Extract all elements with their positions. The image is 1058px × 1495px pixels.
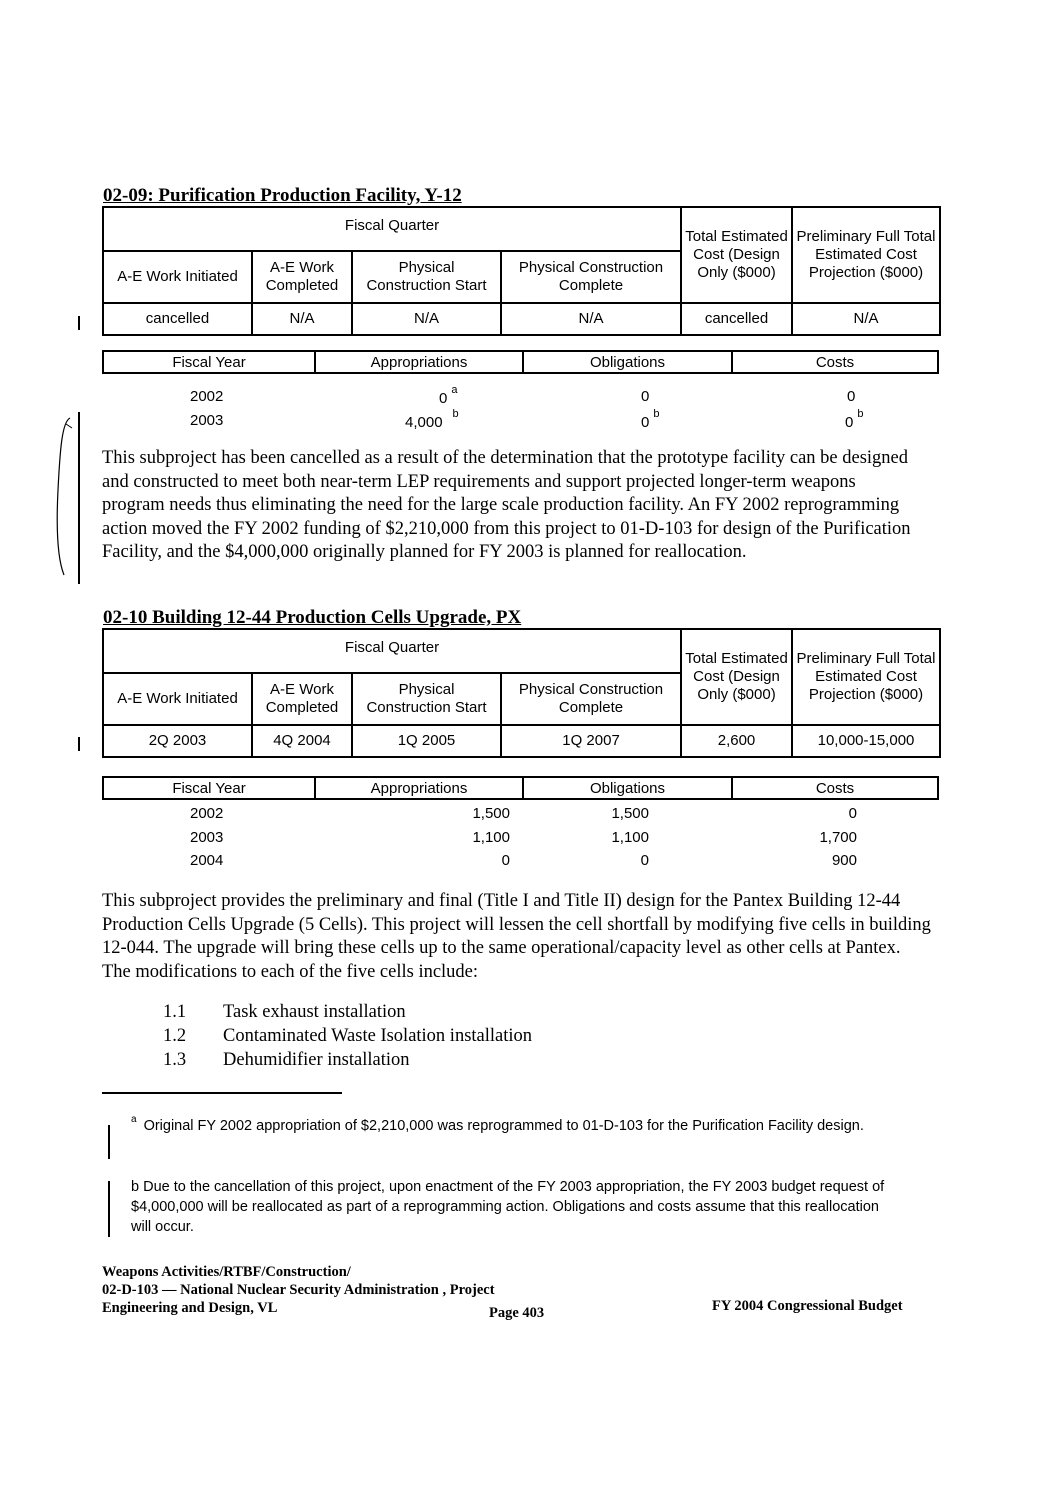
table-cell: N/A <box>252 303 352 335</box>
footnote-separator <box>102 1092 342 1094</box>
table-cell: 1Q 2005 <box>352 725 501 757</box>
fiscal-year-cell: 2002 <box>190 805 224 822</box>
table-row <box>0 829 1000 851</box>
table-row <box>0 805 1000 827</box>
table-cell: 4Q 2004 <box>252 725 352 757</box>
revision-bar <box>78 412 80 584</box>
appropriations-cell: 4,000 $^b$ <box>405 408 459 431</box>
table-row <box>0 384 1000 410</box>
costs-cell: 0 <box>848 805 857 822</box>
table-row <box>0 408 1000 434</box>
appropriations-cell: 1,500 <box>472 805 510 822</box>
table-cell: cancelled <box>681 303 792 335</box>
schedule-table <box>102 206 941 336</box>
appropriations-header: Appropriations <box>316 778 524 798</box>
obligations-cell: 1,100 <box>611 829 649 846</box>
section-title: 02-10 Building 12-44 Production Cells Upgrade, PX <box>103 607 522 628</box>
footer-budget: FY 2004 Congressional Budget <box>712 1298 903 1314</box>
revision-bar <box>108 1181 110 1237</box>
obligations-cell: 1,500 <box>611 805 649 822</box>
table-cell: cancelled <box>103 303 252 335</box>
funding-table-header <box>102 776 939 800</box>
footnote-b: b Due to the cancellation of this project, upon enactment of the FY 2003 appropriation, the FY 2003 budget request of $4,000,000 will be reallocated as part of a reprogramming action. Obligations and costs assume that this reallocation will occur. <box>131 1179 885 1235</box>
obligations-cell: 0 <box>641 388 650 405</box>
table-row <box>0 852 1000 874</box>
total-estimated-cost-header: Total Estimated Cost (Design Only ($000) <box>681 629 792 725</box>
fiscal-year-header: Fiscal Year <box>104 352 316 372</box>
fiscal-year-cell: 2003 <box>190 829 224 846</box>
ae-work-completed-header: A-E Work Completed <box>252 251 352 303</box>
fiscal-quarter-header: Fiscal Quarter <box>103 629 681 673</box>
schedule-table <box>102 628 941 758</box>
costs-cell: 900 <box>831 852 857 869</box>
appropriations-cell: 0 $^a$ <box>439 384 458 407</box>
funding-table-header <box>102 350 939 374</box>
construction-complete-header: Physical Construction Complete <box>501 673 681 725</box>
fiscal-year-header: Fiscal Year <box>104 778 316 798</box>
revision-bar <box>78 316 80 330</box>
total-estimated-cost-header: Total Estimated Cost (Design Only ($000) <box>681 207 792 303</box>
obligations-header: Obligations <box>524 352 733 372</box>
footnote-a: $^a$ Original FY 2002 appropriation of $2,210,000 was reprogrammed to 01-D-103 for the Purification Facility design. <box>131 1114 864 1134</box>
appropriations-header: Appropriations <box>316 352 524 372</box>
fiscal-year-cell: 2004 <box>190 852 224 869</box>
ae-work-initiated-header: A-E Work Initiated <box>103 673 252 725</box>
table-cell: N/A <box>501 303 681 335</box>
handwritten-bracket-mark <box>40 410 90 590</box>
costs-cell: 0 <box>847 388 856 405</box>
table-cell: 2,600 <box>681 725 792 757</box>
preliminary-full-header: Preliminary Full Total Estimated Cost Projection ($000) <box>792 207 940 303</box>
costs-header: Costs <box>815 353 855 371</box>
revision-bar <box>108 1125 110 1159</box>
costs-cell: 0 $^b$ <box>845 408 864 431</box>
page-number: Page 403 <box>489 1305 545 1321</box>
obligations-cell: 0 $^b$ <box>641 408 660 431</box>
section-paragraph: This subproject provides the preliminary and final (Title I and Title II) design for the Pantex Building 12-44 Production Cells Upgrade (5 Cells). This project will lessen the cell shortfall by modifying five cells in building 12-044. The upgrade will bring these cells up to the same operational/capacity level as other cells at Pantex. The modifications to each of the five cells include: <box>102 891 931 982</box>
table-cell: 10,000-15,000 <box>792 725 940 757</box>
obligations-header: Obligations <box>524 778 733 798</box>
table-cell: 1Q 2007 <box>501 725 681 757</box>
appropriations-cell: 1,100 <box>472 829 510 846</box>
ae-work-initiated-header: A-E Work Initiated <box>103 251 252 303</box>
preliminary-full-header: Preliminary Full Total Estimated Cost Projection ($000) <box>792 629 940 725</box>
fiscal-quarter-header: Fiscal Quarter <box>103 207 681 251</box>
fiscal-year-cell: 2003 <box>190 412 224 429</box>
ae-work-completed-header: A-E Work Completed <box>252 673 352 725</box>
appropriations-cell: 0 <box>501 852 510 869</box>
section-paragraph: This subproject has been cancelled as a result of the determination that the prototype facility can be designed and constructed to meet both near-term LEP requirements and support projected longer-term weapons program needs thus eliminating the need for the large scale production facility. An FY 2002 reprogramming action moved the FY 2002 funding of $2,210,000 from this project to 01-D-103 for design of the Purification Facility, and the $4,000,000 originally planned for FY 2003 is planned for reallocation. <box>102 448 911 562</box>
construction-complete-header: Physical Construction Complete <box>501 251 681 303</box>
costs-header: Costs <box>815 779 855 797</box>
costs-cell: 1,700 <box>819 829 857 846</box>
table-cell: N/A <box>352 303 501 335</box>
table-cell: N/A <box>792 303 940 335</box>
obligations-cell: 0 <box>640 852 649 869</box>
construction-start-header: Physical Construction Start <box>352 673 501 725</box>
table-cell: 2Q 2003 <box>103 725 252 757</box>
revision-bar <box>78 737 80 751</box>
footer-left: Weapons Activities/RTBF/Construction/ 02-D-103 — National Nuclear Security Administration , Project Engineering and Design, VL <box>102 1264 495 1316</box>
fiscal-year-cell: 2002 <box>190 388 224 405</box>
section-title: 02-09: Purification Production Facility, Y-12 <box>103 185 462 206</box>
construction-start-header: Physical Construction Start <box>352 251 501 303</box>
